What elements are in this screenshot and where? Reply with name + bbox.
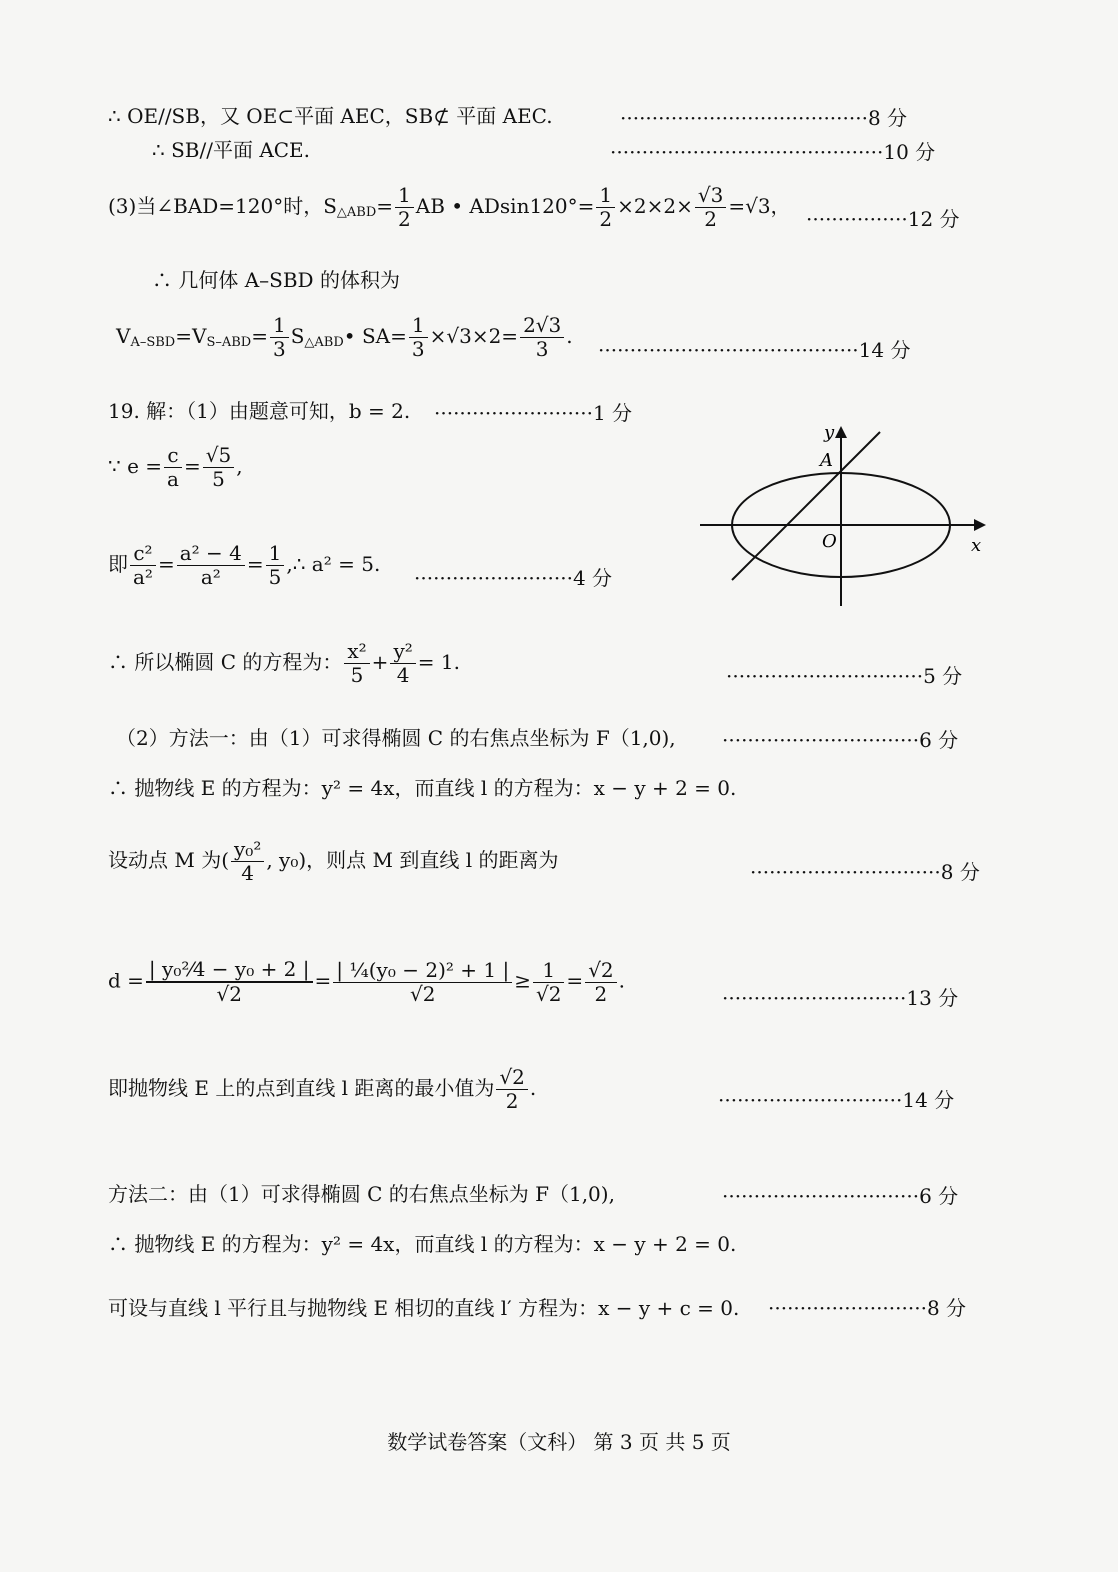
score-13: ·····························13 分 xyxy=(722,986,959,1010)
x-axis-arrow xyxy=(974,519,986,531)
x-axis-label: x xyxy=(971,535,982,556)
score-1: ·························1 分 xyxy=(434,401,633,425)
score-6-b: ·······························6 分 xyxy=(722,1184,959,1208)
method1-point-m: 设动点 M 为( $\frac{\text{y₀²}}{4}$ , y₀)，则点 M 到直线 l 的距离为 xyxy=(108,837,559,885)
method1-distance: d = $\frac{\text{| y₀²⁄4 − y₀ + 2 |}}{√2}$ = $\frac{\text{| ¼(y₀ − 2)² + 1 |}}{√2}$ ≥ $\frac{1}{√2}$ = $\frac{√2}{2}$ . xyxy=(108,957,626,1006)
origin-label: O xyxy=(822,531,837,552)
page-footer: 数学试卷答案（文科） 第 3 页 共 5 页 xyxy=(387,1430,731,1454)
method2-focus: 方法二：由（1）可求得椭圆 C 的右焦点坐标为 F（1,0), xyxy=(108,1182,615,1206)
line-l xyxy=(732,432,880,580)
score-12: ················12 分 xyxy=(806,207,960,231)
q19-b-value: 19. 解：（1）由题意可知，b = 2. xyxy=(108,399,411,423)
score-10: ···········································10 分 xyxy=(610,140,936,164)
score-8: ·······································8 分 xyxy=(620,106,908,130)
score-4: ·························4 分 xyxy=(414,566,613,590)
score-8-a: ······························8 分 xyxy=(750,860,980,884)
q19-ellipse-equation: ∴ 所以椭圆 C 的方程为： $\frac{\text{x²}}{5}$ + $\frac{\text{y²}}{4}$ = 1. xyxy=(108,639,460,687)
step-oe-parallel: ∴ OE//SB，又 OE⊂平面 AEC，SB⊄ 平面 AEC. xyxy=(108,104,553,128)
method1-minimum: 即抛物线 E 上的点到直线 l 距离的最小值为 $\frac{√2}{2}$ . xyxy=(108,1065,537,1113)
score-5: ·······························5 分 xyxy=(726,664,963,688)
step-volume-intro: ∴ 几何体 A–SBD 的体积为 xyxy=(152,268,400,292)
y-axis-arrow xyxy=(835,426,847,438)
method1-parabola: ∴ 抛物线 E 的方程为：y² = 4x，而直线 l 的方程为：x − y + 2 = 0. xyxy=(108,776,737,800)
method1-focus: （2）方法一：由（1）可求得椭圆 C 的右焦点坐标为 F（1,0), xyxy=(116,726,676,750)
q19-solve-a2: 即 $\frac{\text{c²}}{\text{a²}}$ = $\frac{\text{a² − 4}}{\text{a²}}$ = $\frac{1}{5}$ ,∴ a² = 5. xyxy=(108,541,381,589)
y-axis-label: y xyxy=(824,422,835,443)
q19-eccentricity: ∵ e = $\frac{c}{a}$ = $\frac{√5}{5}$ , xyxy=(108,443,243,491)
step-sb-parallel-plane: ∴ SB//平面 ACE. xyxy=(152,138,311,162)
method2-parabola: ∴ 抛物线 E 的方程为：y² = 4x，而直线 l 的方程为：x − y + 2 = 0. xyxy=(108,1232,737,1256)
score-14-a: ·····························14 分 xyxy=(718,1088,955,1112)
ellipse-figure xyxy=(690,420,1000,610)
step-area-abd: (3)当∠BAD=120°时，$S_{\triangle ABD}=$ $\frac{1}{2}$ AB • ADsin120°= $\frac{1}{2}$ ×2×2× $\frac{√3}{2}$ =√3， xyxy=(108,183,791,231)
point-a-label: A xyxy=(820,450,833,471)
score-6-a: ·······························6 分 xyxy=(722,728,959,752)
step-volume-result: $V_{A-SBD}=V_{S-ABD}=$ $\frac{1}{3}$ $S_{\triangle ABD}•$ SA= $\frac{1}{3}$ ×√3×2= $\frac{2√3}{3}$ . xyxy=(116,313,573,361)
score-8-b: ·························8 分 xyxy=(768,1296,967,1320)
score-14: ·········································14 分 xyxy=(598,338,911,362)
method2-tangent-line: 可设与直线 l 平行且与抛物线 E 相切的直线 l′ 方程为：x − y + c = 0. xyxy=(108,1296,740,1320)
